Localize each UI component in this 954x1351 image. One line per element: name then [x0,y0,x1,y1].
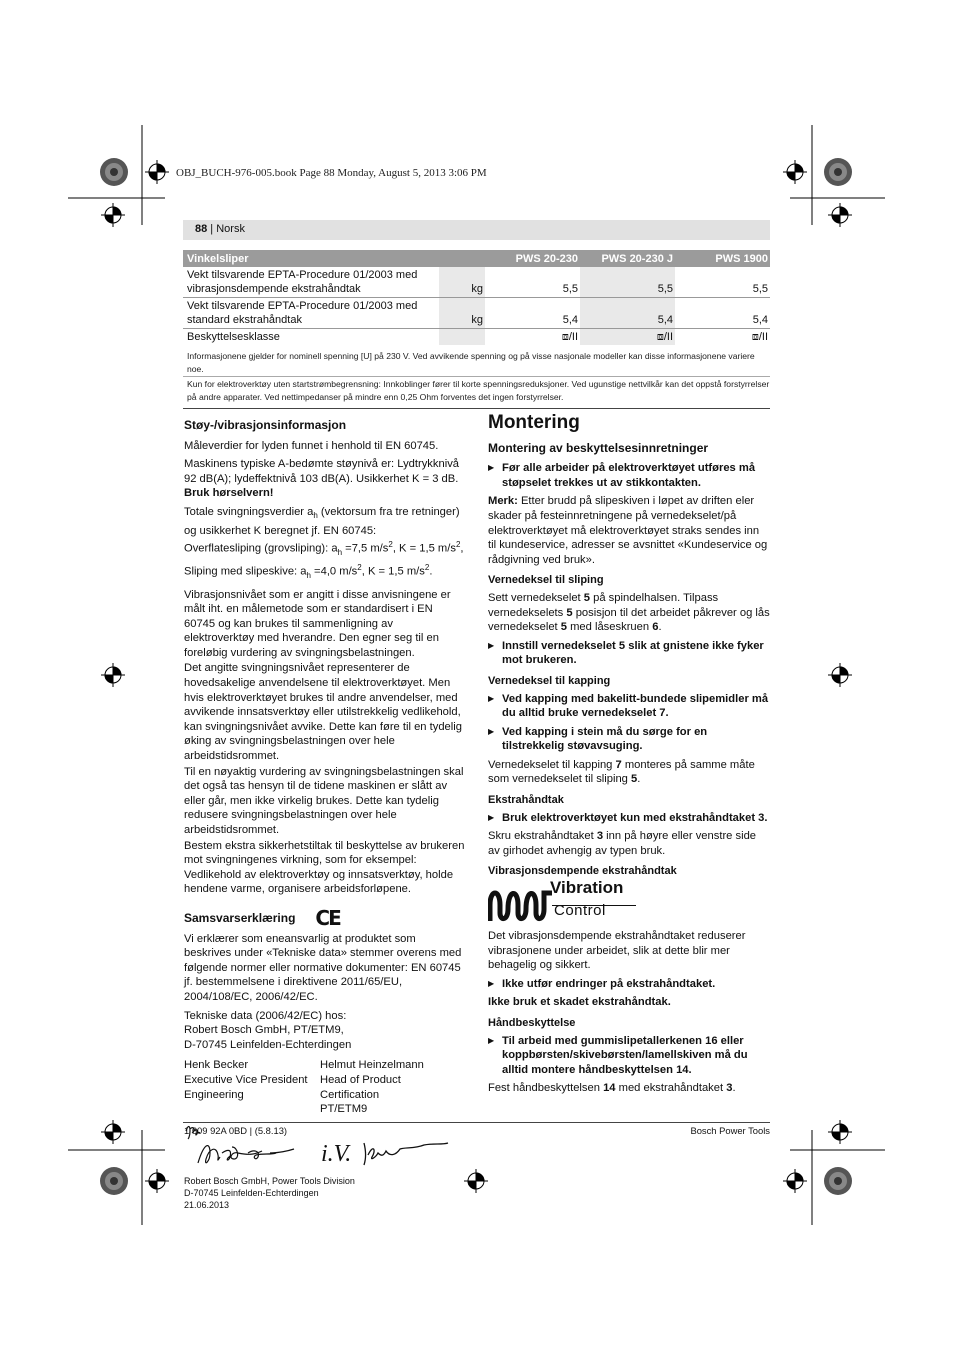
damaged-handle-warning: Ikke bruk et skadet ekstrahåndtak. [488,996,671,1009]
spec-cell: ⧈/II [580,329,675,346]
tech-file: Tekniske data (2006/42/EC) hos: Robert Bosch GmbH, PT/ETM9, D-70745 Leinfelden-Echterdingen [184,1009,352,1051]
grinding-guard-text: Sett vernedekselet 5 på spindelhalsen. Tilpass vernedekselets 5 posisjon til det arbeidet påkrever og lås vernedekselet 5 med låseskruen 6. [488,591,770,634]
note-divider [183,376,770,377]
noise-heading: Støy-/vibrasjonsinformasjon [184,418,347,432]
cutting-guard-text: Vernedekselet til kapping 7 monteres på samme måte som vernedekselet til sliping 5. [488,758,755,786]
spec-col-header: Vinkelsliper [183,250,439,267]
footer-doc-number: 1 609 92A 0BD | (5.8.13) [184,1125,288,1136]
noise-p4: Vibrasjonsnivået som er angitt i disse anvisningene er målt iht. en målemetode som er standardisert i EN 60745 og kan brukes til sammenligning av elektroverktøy med hverandre. Den egner seg til en foreløbig vurdering av svingningsbelastningen. [184,588,451,659]
spec-row-label: Vekt tilsvarende EPTA-Procedure 01/2003 med standard ekstrahåndtak [183,298,439,329]
guard-heading: Montering av beskyttelsesinnretninger [488,440,709,455]
table-end-rule [183,408,770,409]
noise-p1: Måleverdier for lyden funnet i henhold til EN 60745. [184,439,439,452]
spec-col-header: PWS 20-230 J [580,250,675,267]
noise-p7: Bestem ekstra sikkerhetstiltak til beskyttelse av brukeren mot svingningenes virkning, som for eksempel: Vedlikehold av elektroverktøy og innsatsverktøy, holde hendene varme, organisere arbeidsforløpene. [184,839,465,896]
spec-col-header [439,250,485,267]
svg-text:i.V.: i.V. [321,1140,352,1167]
hearing-warning: Bruk hørselvern! [184,487,274,500]
bullet-no-modify: ▶ Ikke utfør endringer på ekstrahåndtaket. [488,977,770,992]
bullet-aux-handle: ▶ Bruk elektroverktøyet kun med ekstrahåndtaket 3. [488,811,770,826]
spec-note-1: Informasjonene gjelder for nominell spenning [U] på 230 V. Ved avvikende spenning og på visse nasjonale modeller kan disse informasjonene variere noe. [187,351,755,374]
signatory-1: Henk Becker Executive Vice President Engineering [184,1059,308,1101]
conformity-text: Vi erklærer som eneansvarlig at produktet som beskrives under «Tekniske data» stemmer overens med følgende normer eller normative dokumenter: EN 60745 jf. bestemmelsene i direktivene 2011/65/EU, 2004/108/EC, 2006/42/EC. [184,932,462,1003]
bullet-unplug: ▶ Før alle arbeider på elektroverktøyet utføres må støpselet trekkes ut av stikkontakten. [488,461,770,490]
spec-col-header: PWS 20-230 [485,250,580,267]
aux-handle-text: Skru ekstrahåndtaket 3 inn på høyre eller venstre side av girhodet avhengig av typen bruk. [488,830,757,857]
spec-row-unit: kg [439,267,485,298]
page-language: Norsk [216,223,245,235]
bullet-sparks: ▶ Innstill vernedekselet 5 slik at gnistene ikke fyker mot brukeren. [488,639,770,668]
bullet-dust: ▶ Ved kapping i stein må du sørge for en tilstrekkelig støvavsuging. [488,725,770,754]
section-title: Montering [488,412,580,433]
logo-control-text: Control [554,902,606,920]
protection-class-icon: ⧈ [561,330,569,343]
footer-brand: Bosch Power Tools [690,1125,770,1136]
vibration-values: Totale svingningsverdier $a_h$ (vektorsum fra tre retninger) og usikkerhet K beregnet jf. EN 60745: Overflatesliping (grovsliping): $a_h =7,5$ $m/s^2$, K = 1,5 $m/s^2$, Sliping med slipeskive: $a_h =4,0$ $m/s^2$, K = 1,5 $m/s^2$. [184,505,464,580]
company-address: Robert Bosch GmbH, Power Tools Division D-70745 Leinfelden-Echterdingen 21.06.2013 [184,1175,355,1210]
spec-row [183,298,770,329]
spec-note-2: Kun for elektroverktøy uten startstrømbegrensning: Innkoblinger fører til korte spenningsreduksjoner. Ved ugunstige nettvilkår kan det oppstå forstyrrelser på andre apparater. Ved nettimpedanser på mindre enn 0,25 Ohm forventes det ingen forstyrrelser. [187,379,770,402]
spec-row-label: Beskyttelsesklasse [187,331,280,343]
hand-guard-heading: Håndbeskyttelse [488,1017,576,1029]
spec-row [183,329,770,346]
spec-header-row [183,250,770,267]
logo-vibration-text: Vibration [550,878,624,898]
noise-p2: Maskinens typiske A-bedømte støynivå er: Lydtrykknivå 92 dB(A); lydeffektnivå 103 dB(A). Usikkerhet K = 3 dB. Bruk hørselvern! [184,458,460,500]
spec-cell: 5,4 [675,298,770,329]
bullet-bakelite: ▶ Ved kapping med bakelitt-bundede slipemidler må du alltid bruke vernedekselet 7. [488,692,770,721]
vibration-wave-icon [488,883,554,925]
noise-p5: Det angitte svingningsnivået representerer de hovedsakelige anvendelsene til elektroverktøyet. Men hvis elektroverktøyet brukes til andre anvendelser, med avvikende innsatsverktøy eller utilstrekkelig vedlikehold, kan svingningsnivået avvike. Dette kan føre til en tydelig øking av svingningsbelastningen over hele arbeidstidsrommet. [184,662,462,763]
footer-rule [183,1122,770,1123]
spec-cell: 5,4 [485,298,580,329]
spec-cell: 5,5 [580,267,675,298]
aux-handle-heading: Ekstrahåndtak [488,794,564,807]
spec-cell: ⧈/II [561,330,578,343]
spec-row-label: Vekt tilsvarende EPTA-Procedure 01/2003 med vibrasjonsdempende ekstrahåndtak [183,267,439,298]
ce-mark-icon: CE [315,905,340,930]
page-header-bar [183,220,770,240]
right-column [488,412,770,1100]
spec-cell: 5,4 [580,298,675,329]
note-paragraph: Merk: Etter brudd på slipeskiven i løpet av driften eler skader på festeinnretningene på vernedekselet/på elektroverktøyet må elektroverktøyet straks sendes inn til kundeservice, adresser se avsnittet «Kundeservice og rådgivning ved bruk». [488,495,768,566]
vib-handle-text: Det vibrasjonsdempende ekstrahåndtaket reduserer vibrasjonene under arbeidet, slik at dette blir mer behagelig og sikkert. [488,930,746,972]
run-header: OBJ_BUCH-976-005.book Page 88 Monday, August 5, 2013 3:06 PM [176,167,487,179]
protection-class-icon: ⧈ [656,330,664,343]
spec-cell: 5,5 [675,267,770,298]
vibration-control-logo [488,878,770,927]
cutting-guard-heading: Vernedeksel til kapping [488,674,611,687]
spec-cell: 5,5 [485,267,580,298]
spec-cell: ⧈/II [751,330,768,343]
spec-col-header: PWS 1900 [675,250,770,267]
spec-row-unit [439,329,485,346]
hand-guard-text: Fest håndbeskyttelsen 14 med ekstrahåndtaket 3. [488,1082,736,1095]
grinding-guard-heading: Vernedeksel til sliping [488,574,604,587]
signatory-2: Helmut Heinzelmann Head of Product Certification PT/ETM9 [320,1059,424,1116]
conformity-heading: Samsvarserklæring CE [184,905,340,930]
left-column [184,418,466,1211]
spec-row-unit: kg [439,298,485,329]
spec-row [183,267,770,298]
bullet-hand-guard: ▶ Til arbeid med gummislipetallerkenen 16 eller koppbørsten/skivebørsten/lamellskiven må du alltid montere håndbeskyttelsen 14. [488,1034,770,1078]
protection-class-icon: ⧈ [751,330,759,343]
noise-p6: Til en nøyaktig vurdering av svingningsbelastningen skal det også tas hensyn til de tidene maskinen er slått av eller går, men ikke virkelig brukes. Dette kan tydelig redusere svingningsbelastningen over hele arbeidstidsrommet. [184,765,464,837]
page-label: 88 | Norsk [195,223,245,235]
spec-table [183,250,770,345]
signatories [184,1058,466,1116]
page-number: 88 [195,223,208,235]
vib-handle-heading: Vibrasjonsdempende ekstrahåndtak [488,865,677,878]
